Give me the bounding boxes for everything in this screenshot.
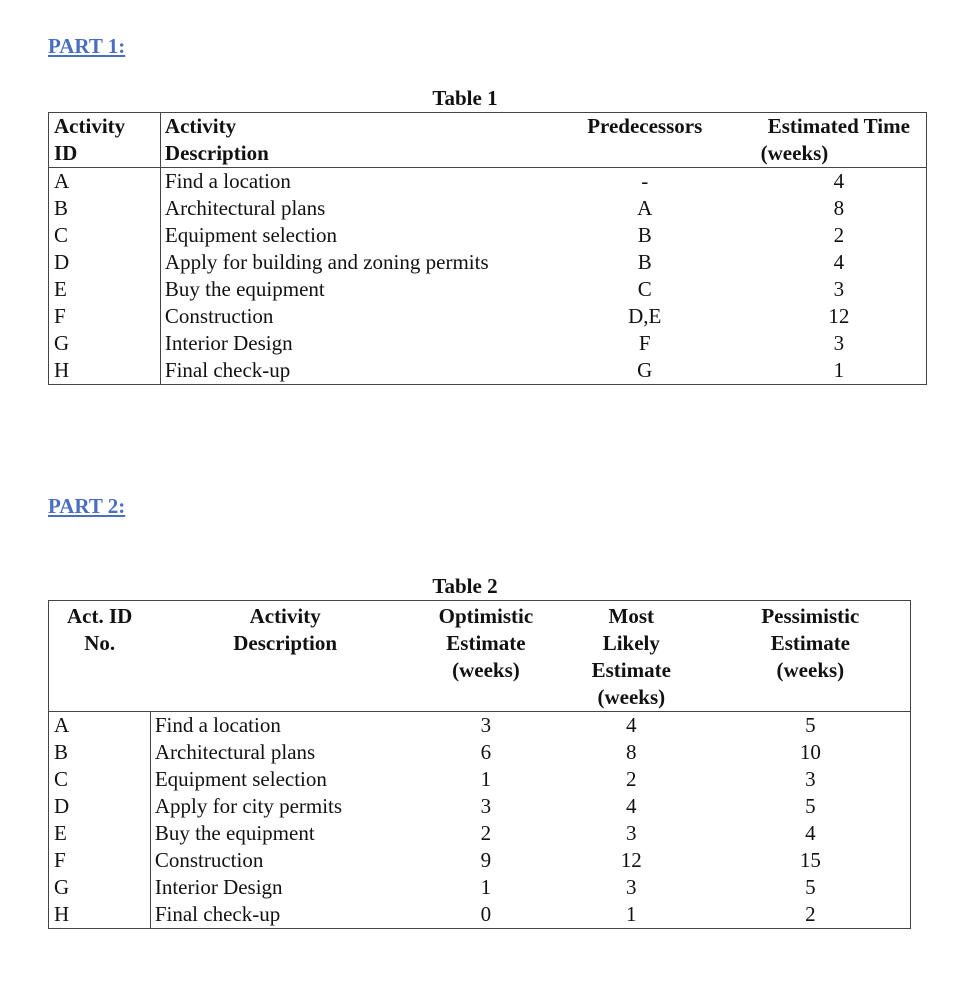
table-row: [49, 712, 911, 740]
pessimistic-estimate-cell: 4: [805, 821, 816, 845]
act-id-cell: A: [49, 712, 151, 740]
activity-description-cell: Apply for city permits: [154, 794, 343, 818]
table-row: [49, 303, 927, 330]
header-pessimistic: [711, 601, 911, 712]
header-likely-line1: Most: [608, 604, 655, 628]
pessimistic-estimate-cell: 2: [805, 902, 816, 926]
table-2: [48, 600, 911, 929]
part-1-heading: PART 1:: [48, 34, 126, 58]
activity-description-cell: Equipment selection: [154, 767, 327, 791]
activity-description-cell: Final check-up: [164, 358, 291, 382]
act-id-cell: F: [49, 847, 151, 874]
activity-id-cell: F: [49, 303, 161, 330]
most-likely-estimate-cell: 8: [626, 740, 637, 764]
most-likely-estimate-cell: 3: [626, 821, 637, 845]
predecessors-cell: G: [637, 358, 653, 382]
most-likely-estimate-cell: 12: [620, 848, 642, 872]
table-row: [49, 901, 911, 929]
table-row: [49, 874, 911, 901]
header-pessimistic-line3: (weeks): [776, 658, 845, 682]
estimated-time-cell: 3: [833, 331, 845, 355]
table-1-title: Table 1: [432, 86, 498, 110]
header-predecessors: [538, 113, 752, 168]
activity-description-cell: Architectural plans: [164, 196, 326, 220]
estimated-time-cell: 4: [833, 250, 845, 274]
table-row: [49, 739, 911, 766]
optimistic-estimate-cell: 6: [480, 740, 492, 764]
act-id-cell: G: [49, 874, 151, 901]
header-activity-description-2: [150, 601, 420, 712]
predecessors-cell: A: [637, 196, 653, 220]
table-1: [48, 112, 927, 385]
estimated-time-cell: 8: [833, 196, 845, 220]
most-likely-estimate-cell: 2: [626, 767, 637, 791]
estimated-time-cell: 1: [833, 358, 845, 382]
activity-description-cell: Buy the equipment: [154, 821, 315, 845]
predecessors-cell: -: [641, 169, 649, 193]
estimated-time-cell: 4: [833, 169, 845, 193]
activity-description-cell: Architectural plans: [154, 740, 316, 764]
table-2-title: Table 2: [432, 574, 498, 598]
header-optimistic-line2: Estimate: [446, 631, 526, 655]
estimated-time-cell: 2: [833, 223, 845, 247]
activity-description-cell: Find a location: [154, 713, 281, 737]
pessimistic-estimate-cell: 3: [805, 767, 816, 791]
header-activity-description: [160, 113, 537, 168]
header-likely-line3: Estimate: [591, 658, 671, 682]
pessimistic-estimate-cell: 15: [799, 848, 821, 872]
header-description2-line2: Description: [233, 631, 338, 655]
header-description-line1: Activity: [164, 114, 237, 138]
header-predecessors-label: Predecessors: [587, 114, 703, 138]
optimistic-estimate-cell: 3: [480, 794, 492, 818]
activity-id-cell: D: [49, 249, 161, 276]
table-row: [49, 276, 927, 303]
table-row: [49, 793, 911, 820]
activity-id-cell: G: [49, 330, 161, 357]
activity-description-cell: Final check-up: [154, 902, 281, 926]
pessimistic-estimate-cell: 5: [805, 794, 816, 818]
table-row: [49, 847, 911, 874]
header-most-likely: [552, 601, 711, 712]
activity-description-cell: Buy the equipment: [164, 277, 325, 301]
activity-description-cell: Interior Design: [164, 331, 293, 355]
header-likely-line4: (weeks): [597, 685, 666, 709]
estimated-time-cell: 3: [833, 277, 845, 301]
table-row: [49, 357, 927, 385]
header-act-id-line2: No.: [84, 631, 116, 655]
pessimistic-estimate-cell: 10: [799, 740, 821, 764]
most-likely-estimate-cell: 3: [626, 875, 637, 899]
act-id-cell: D: [49, 793, 151, 820]
header-activity-id-line1: Activity: [54, 114, 126, 138]
header-time-line2: (weeks): [760, 141, 829, 165]
header-description2-line1: Activity: [249, 604, 321, 628]
header-optimistic: [420, 601, 552, 712]
header-pessimistic-line1: Pessimistic: [761, 604, 860, 628]
header-activity-id-line2: ID: [54, 141, 78, 165]
table-1-header-row: [49, 113, 927, 168]
act-id-cell: C: [49, 766, 151, 793]
activity-description-cell: Construction: [154, 848, 264, 872]
most-likely-estimate-cell: 4: [626, 713, 637, 737]
activity-id-cell: H: [49, 357, 161, 385]
table-row: [49, 195, 927, 222]
most-likely-estimate-cell: 1: [626, 902, 637, 926]
header-likely-line2: Likely: [602, 631, 660, 655]
optimistic-estimate-cell: 3: [480, 713, 492, 737]
header-act-id: [49, 601, 151, 712]
header-act-id-line1: Act. ID: [67, 604, 133, 628]
activity-id-cell: E: [49, 276, 161, 303]
header-pessimistic-line2: Estimate: [770, 631, 851, 655]
table-row: [49, 330, 927, 357]
activity-description-cell: Apply for building and zoning permits: [164, 250, 489, 274]
pessimistic-estimate-cell: 5: [805, 875, 816, 899]
optimistic-estimate-cell: 1: [480, 875, 492, 899]
predecessors-cell: B: [637, 250, 652, 274]
activity-id-cell: C: [49, 222, 161, 249]
activity-description-cell: Equipment selection: [164, 223, 337, 247]
header-optimistic-line1: Optimistic: [438, 604, 534, 628]
part-2-heading: PART 2:: [48, 494, 126, 518]
estimated-time-cell: 12: [828, 304, 850, 328]
optimistic-estimate-cell: 0: [480, 902, 492, 926]
predecessors-cell: C: [637, 277, 652, 301]
header-time-line1: Estimated Time: [767, 114, 910, 138]
table-row: [49, 168, 927, 196]
table-row: [49, 820, 911, 847]
predecessors-cell: F: [638, 331, 651, 355]
pessimistic-estimate-cell: 5: [805, 713, 816, 737]
table-row: [49, 766, 911, 793]
activity-id-cell: A: [49, 168, 161, 196]
act-id-cell: E: [49, 820, 151, 847]
header-description-line2: Description: [164, 141, 269, 165]
most-likely-estimate-cell: 4: [626, 794, 637, 818]
predecessors-cell: B: [637, 223, 652, 247]
activity-description-cell: Interior Design: [154, 875, 283, 899]
table-row: [49, 222, 927, 249]
activity-description-cell: Find a location: [164, 169, 291, 193]
optimistic-estimate-cell: 1: [480, 767, 492, 791]
header-optimistic-line3: (weeks): [452, 658, 520, 682]
act-id-cell: H: [49, 901, 151, 929]
activity-id-cell: B: [49, 195, 161, 222]
activity-description-cell: Construction: [164, 304, 274, 328]
optimistic-estimate-cell: 9: [480, 848, 492, 872]
table-row: [49, 249, 927, 276]
table-2-header-row: [49, 601, 911, 712]
header-activity-id: [49, 113, 161, 168]
predecessors-cell: D,E: [628, 304, 662, 328]
act-id-cell: B: [49, 739, 151, 766]
header-estimated-time: [752, 113, 927, 168]
optimistic-estimate-cell: 2: [480, 821, 492, 845]
